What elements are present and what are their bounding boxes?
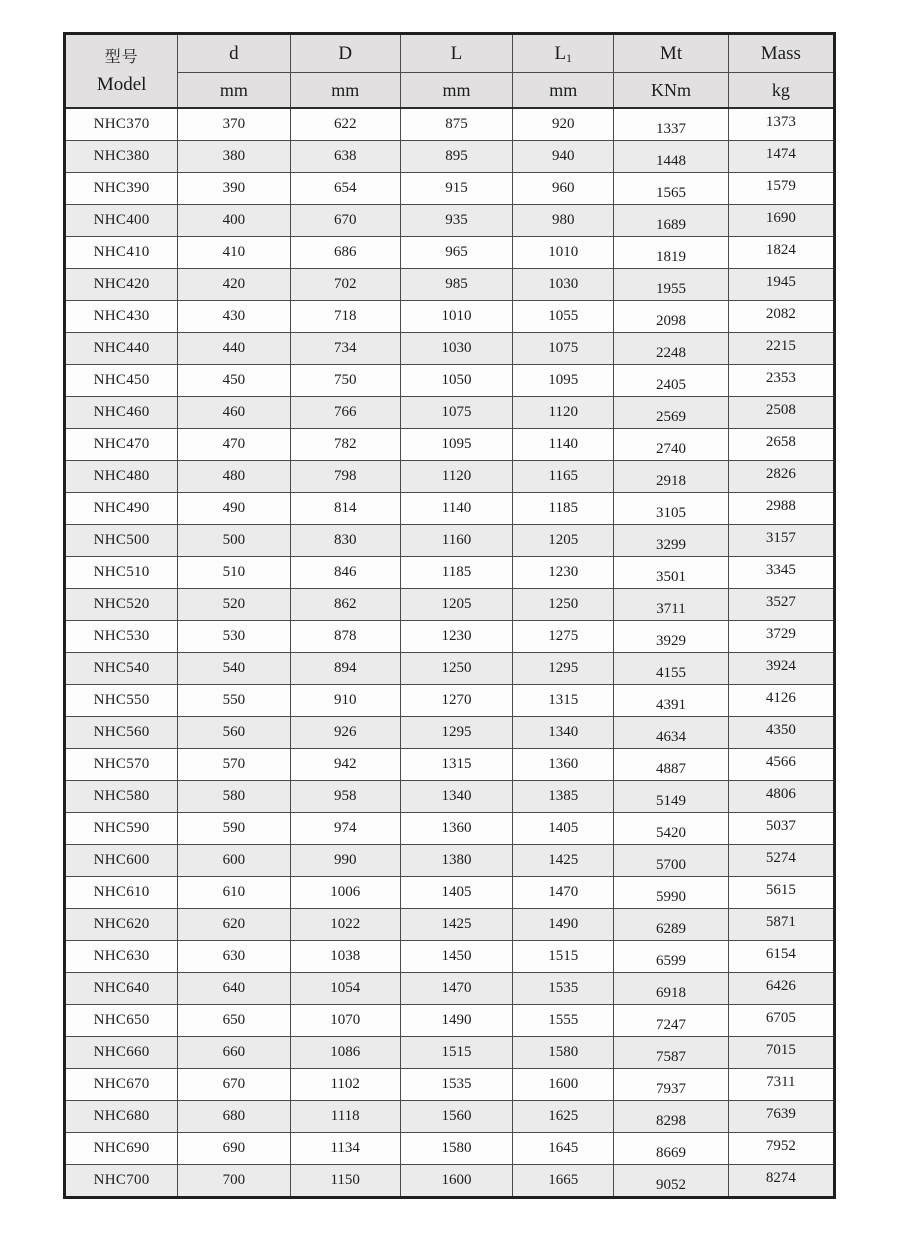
table-row — [65, 877, 835, 909]
cell-L1: 1165 — [513, 461, 614, 493]
cell-d: 660 — [178, 1037, 290, 1069]
cell-model: NHC490 — [65, 493, 178, 525]
cell-model: NHC480 — [65, 461, 178, 493]
cell-L: 1450 — [400, 941, 512, 973]
cell-Mass: 3924 — [728, 653, 834, 685]
cell-Mt: 6599 — [614, 941, 728, 973]
cell-L1: 940 — [513, 141, 614, 173]
cell-Mass: 1824 — [728, 237, 834, 269]
table-row — [65, 237, 835, 269]
cell-L: 1185 — [400, 557, 512, 589]
cell-L1: 1120 — [513, 397, 614, 429]
table-row — [65, 525, 835, 557]
cell-L1: 1555 — [513, 1005, 614, 1037]
cell-Mt: 7587 — [614, 1037, 728, 1069]
cell-D: 1118 — [290, 1101, 400, 1133]
table-row — [65, 1133, 835, 1165]
cell-L1: 1425 — [513, 845, 614, 877]
cell-Mt: 6289 — [614, 909, 728, 941]
cell-D: 1150 — [290, 1165, 400, 1198]
cell-L1: 1315 — [513, 685, 614, 717]
cell-model: NHC630 — [65, 941, 178, 973]
table-row — [65, 1037, 835, 1069]
cell-Mass: 2988 — [728, 493, 834, 525]
nhc-coupling-spec-table — [63, 32, 836, 1199]
table-row — [65, 749, 835, 781]
table-row — [65, 1069, 835, 1101]
table-row — [65, 205, 835, 237]
cell-Mt: 5149 — [614, 781, 728, 813]
table-row — [65, 813, 835, 845]
cell-D: 926 — [290, 717, 400, 749]
cell-d: 640 — [178, 973, 290, 1005]
header-units-row — [65, 73, 835, 109]
cell-L1: 920 — [513, 108, 614, 141]
cell-Mass: 3157 — [728, 525, 834, 557]
cell-Mass: 3345 — [728, 557, 834, 589]
cell-L: 1535 — [400, 1069, 512, 1101]
cell-d: 690 — [178, 1133, 290, 1165]
table-row — [65, 781, 835, 813]
cell-L: 1340 — [400, 781, 512, 813]
table-row — [65, 621, 835, 653]
cell-L1: 1140 — [513, 429, 614, 461]
cell-Mass: 5037 — [728, 813, 834, 845]
cell-model: NHC570 — [65, 749, 178, 781]
cell-d: 390 — [178, 173, 290, 205]
table-row — [65, 589, 835, 621]
cell-Mt: 3105 — [614, 493, 728, 525]
cell-L: 1270 — [400, 685, 512, 717]
cell-D: 798 — [290, 461, 400, 493]
cell-model: NHC460 — [65, 397, 178, 429]
cell-L: 935 — [400, 205, 512, 237]
cell-L1: 1340 — [513, 717, 614, 749]
cell-L1: 1665 — [513, 1165, 614, 1198]
cell-L1: 1275 — [513, 621, 614, 653]
cell-L1: 1030 — [513, 269, 614, 301]
cell-D: 990 — [290, 845, 400, 877]
cell-d: 580 — [178, 781, 290, 813]
unit-Mass: kg — [728, 73, 834, 109]
cell-L1: 1095 — [513, 365, 614, 397]
cell-L: 1380 — [400, 845, 512, 877]
cell-L1: 1490 — [513, 909, 614, 941]
cell-L1: 1055 — [513, 301, 614, 333]
cell-D: 1070 — [290, 1005, 400, 1037]
cell-L1: 1470 — [513, 877, 614, 909]
cell-d: 450 — [178, 365, 290, 397]
cell-Mt: 1565 — [614, 173, 728, 205]
cell-L: 915 — [400, 173, 512, 205]
cell-L1: 1515 — [513, 941, 614, 973]
header-col-L: L — [400, 34, 512, 73]
cell-d: 470 — [178, 429, 290, 461]
cell-D: 878 — [290, 621, 400, 653]
cell-L1: 1645 — [513, 1133, 614, 1165]
cell-L: 1075 — [400, 397, 512, 429]
cell-model: NHC450 — [65, 365, 178, 397]
table-row — [65, 141, 835, 173]
cell-L1: 980 — [513, 205, 614, 237]
cell-L1: 1010 — [513, 237, 614, 269]
cell-model: NHC690 — [65, 1133, 178, 1165]
cell-D: 974 — [290, 813, 400, 845]
table-row — [65, 653, 835, 685]
cell-d: 620 — [178, 909, 290, 941]
cell-d: 670 — [178, 1069, 290, 1101]
cell-D: 894 — [290, 653, 400, 685]
cell-d: 590 — [178, 813, 290, 845]
cell-L: 1050 — [400, 365, 512, 397]
cell-L: 1560 — [400, 1101, 512, 1133]
cell-Mt: 2740 — [614, 429, 728, 461]
cell-Mass: 4566 — [728, 749, 834, 781]
table-row — [65, 909, 835, 941]
cell-model: NHC610 — [65, 877, 178, 909]
cell-Mass: 8274 — [728, 1165, 834, 1198]
cell-Mt: 3299 — [614, 525, 728, 557]
cell-Mass: 3729 — [728, 621, 834, 653]
cell-Mt: 2405 — [614, 365, 728, 397]
cell-D: 1134 — [290, 1133, 400, 1165]
table-row — [65, 685, 835, 717]
cell-Mt: 4391 — [614, 685, 728, 717]
table-row — [65, 429, 835, 461]
cell-Mt: 1448 — [614, 141, 728, 173]
cell-d: 440 — [178, 333, 290, 365]
cell-d: 610 — [178, 877, 290, 909]
cell-L: 1600 — [400, 1165, 512, 1198]
cell-L1: 1230 — [513, 557, 614, 589]
cell-d: 630 — [178, 941, 290, 973]
cell-d: 480 — [178, 461, 290, 493]
cell-Mass: 6426 — [728, 973, 834, 1005]
cell-Mass: 1690 — [728, 205, 834, 237]
cell-d: 410 — [178, 237, 290, 269]
table-row — [65, 941, 835, 973]
cell-L: 1205 — [400, 589, 512, 621]
cell-d: 700 — [178, 1165, 290, 1198]
cell-Mass: 6705 — [728, 1005, 834, 1037]
cell-Mt: 5700 — [614, 845, 728, 877]
cell-L1: 960 — [513, 173, 614, 205]
cell-L: 1315 — [400, 749, 512, 781]
header-col-Mt: Mt — [614, 34, 728, 73]
table-row — [65, 557, 835, 589]
cell-L: 1580 — [400, 1133, 512, 1165]
cell-d: 490 — [178, 493, 290, 525]
cell-L: 1010 — [400, 301, 512, 333]
table-row — [65, 717, 835, 749]
cell-d: 560 — [178, 717, 290, 749]
cell-Mt: 4155 — [614, 653, 728, 685]
cell-Mt: 5420 — [614, 813, 728, 845]
cell-L: 1405 — [400, 877, 512, 909]
cell-Mt: 2569 — [614, 397, 728, 429]
cell-Mass: 7311 — [728, 1069, 834, 1101]
cell-model: NHC370 — [65, 108, 178, 141]
cell-Mt: 1689 — [614, 205, 728, 237]
cell-model: NHC640 — [65, 973, 178, 1005]
cell-D: 782 — [290, 429, 400, 461]
cell-L1: 1580 — [513, 1037, 614, 1069]
header-dimension-row — [65, 34, 835, 73]
cell-Mt: 3501 — [614, 557, 728, 589]
cell-Mass: 2353 — [728, 365, 834, 397]
cell-L: 895 — [400, 141, 512, 173]
cell-Mt: 4634 — [614, 717, 728, 749]
table-row — [65, 108, 835, 141]
cell-d: 570 — [178, 749, 290, 781]
cell-Mt: 8298 — [614, 1101, 728, 1133]
cell-Mt: 2918 — [614, 461, 728, 493]
cell-model: NHC390 — [65, 173, 178, 205]
cell-Mass: 1373 — [728, 108, 834, 141]
cell-L: 965 — [400, 237, 512, 269]
table-row — [65, 333, 835, 365]
cell-model: NHC590 — [65, 813, 178, 845]
cell-D: 846 — [290, 557, 400, 589]
table-row — [65, 1005, 835, 1037]
cell-Mass: 2658 — [728, 429, 834, 461]
cell-model: NHC580 — [65, 781, 178, 813]
cell-Mass: 4350 — [728, 717, 834, 749]
cell-model: NHC510 — [65, 557, 178, 589]
cell-D: 622 — [290, 108, 400, 141]
cell-L1: 1205 — [513, 525, 614, 557]
cell-model: NHC520 — [65, 589, 178, 621]
cell-Mt: 2098 — [614, 301, 728, 333]
table-row — [65, 173, 835, 205]
cell-Mass: 6154 — [728, 941, 834, 973]
cell-L1: 1600 — [513, 1069, 614, 1101]
unit-d: mm — [178, 73, 290, 109]
cell-Mass: 4126 — [728, 685, 834, 717]
cell-d: 510 — [178, 557, 290, 589]
cell-d: 650 — [178, 1005, 290, 1037]
cell-D: 942 — [290, 749, 400, 781]
table-row — [65, 1101, 835, 1133]
cell-L1: 1535 — [513, 973, 614, 1005]
cell-Mass: 7639 — [728, 1101, 834, 1133]
cell-D: 702 — [290, 269, 400, 301]
cell-D: 1086 — [290, 1037, 400, 1069]
cell-d: 520 — [178, 589, 290, 621]
cell-D: 814 — [290, 493, 400, 525]
cell-d: 400 — [178, 205, 290, 237]
cell-L: 875 — [400, 108, 512, 141]
cell-Mass: 1945 — [728, 269, 834, 301]
header-col-L1: $L_1$ — [513, 34, 614, 73]
cell-L: 985 — [400, 269, 512, 301]
header-col-Mass: Mass — [728, 34, 834, 73]
cell-D: 1102 — [290, 1069, 400, 1101]
cell-model: NHC650 — [65, 1005, 178, 1037]
cell-model: NHC560 — [65, 717, 178, 749]
cell-d: 530 — [178, 621, 290, 653]
cell-L1: 1360 — [513, 749, 614, 781]
table-row — [65, 493, 835, 525]
cell-Mass: 4806 — [728, 781, 834, 813]
cell-Mt: 7937 — [614, 1069, 728, 1101]
cell-L: 1160 — [400, 525, 512, 557]
cell-Mass: 5274 — [728, 845, 834, 877]
cell-Mt: 4887 — [614, 749, 728, 781]
table-row — [65, 1165, 835, 1198]
cell-D: 734 — [290, 333, 400, 365]
cell-model: NHC380 — [65, 141, 178, 173]
cell-model: NHC530 — [65, 621, 178, 653]
cell-L: 1120 — [400, 461, 512, 493]
cell-model: NHC470 — [65, 429, 178, 461]
cell-d: 500 — [178, 525, 290, 557]
table-row — [65, 301, 835, 333]
cell-L1: 1405 — [513, 813, 614, 845]
header-model-en: Model — [96, 74, 147, 95]
cell-Mt: 1955 — [614, 269, 728, 301]
cell-model: NHC680 — [65, 1101, 178, 1133]
cell-Mass: 2826 — [728, 461, 834, 493]
cell-model: NHC410 — [65, 237, 178, 269]
cell-Mt: 2248 — [614, 333, 728, 365]
cell-L1: 1295 — [513, 653, 614, 685]
cell-d: 600 — [178, 845, 290, 877]
table-row — [65, 365, 835, 397]
cell-model: NHC500 — [65, 525, 178, 557]
cell-model: NHC420 — [65, 269, 178, 301]
cell-model: NHC670 — [65, 1069, 178, 1101]
cell-L: 1425 — [400, 909, 512, 941]
cell-D: 910 — [290, 685, 400, 717]
cell-D: 1054 — [290, 973, 400, 1005]
cell-L: 1250 — [400, 653, 512, 685]
header-col-D: D — [290, 34, 400, 73]
cell-d: 550 — [178, 685, 290, 717]
cell-Mt: 5990 — [614, 877, 728, 909]
cell-model: NHC700 — [65, 1165, 178, 1198]
header-col-d: d — [178, 34, 290, 73]
header-model-cn: 型号 — [104, 49, 139, 67]
cell-Mt: 3929 — [614, 621, 728, 653]
cell-Mt: 6918 — [614, 973, 728, 1005]
cell-D: 862 — [290, 589, 400, 621]
cell-L1: 1385 — [513, 781, 614, 813]
cell-D: 686 — [290, 237, 400, 269]
cell-D: 670 — [290, 205, 400, 237]
spec-table-container — [63, 32, 836, 1199]
cell-Mt: 1819 — [614, 237, 728, 269]
cell-L: 1095 — [400, 429, 512, 461]
cell-Mt: 9052 — [614, 1165, 728, 1198]
cell-d: 540 — [178, 653, 290, 685]
cell-L: 1490 — [400, 1005, 512, 1037]
cell-Mass: 5615 — [728, 877, 834, 909]
unit-Mt: KNm — [614, 73, 728, 109]
cell-Mass: 2508 — [728, 397, 834, 429]
cell-model: NHC550 — [65, 685, 178, 717]
cell-D: 1022 — [290, 909, 400, 941]
cell-Mass: 1579 — [728, 173, 834, 205]
unit-D: mm — [290, 73, 400, 109]
cell-d: 680 — [178, 1101, 290, 1133]
cell-L1: 1250 — [513, 589, 614, 621]
unit-L: mm — [400, 73, 512, 109]
cell-model: NHC660 — [65, 1037, 178, 1069]
table-row — [65, 461, 835, 493]
cell-D: 830 — [290, 525, 400, 557]
cell-model: NHC430 — [65, 301, 178, 333]
cell-L: 1140 — [400, 493, 512, 525]
cell-Mass: 2082 — [728, 301, 834, 333]
cell-D: 750 — [290, 365, 400, 397]
cell-L: 1030 — [400, 333, 512, 365]
table-row — [65, 397, 835, 429]
cell-D: 958 — [290, 781, 400, 813]
table-header — [65, 34, 835, 109]
cell-Mt: 7247 — [614, 1005, 728, 1037]
cell-model: NHC620 — [65, 909, 178, 941]
cell-Mass: 1474 — [728, 141, 834, 173]
cell-L: 1295 — [400, 717, 512, 749]
table-row — [65, 973, 835, 1005]
header-model — [65, 34, 178, 109]
cell-D: 718 — [290, 301, 400, 333]
cell-D: 654 — [290, 173, 400, 205]
cell-model: NHC400 — [65, 205, 178, 237]
cell-d: 420 — [178, 269, 290, 301]
cell-Mass: 7015 — [728, 1037, 834, 1069]
cell-D: 1006 — [290, 877, 400, 909]
table-body — [65, 108, 835, 1198]
cell-d: 370 — [178, 108, 290, 141]
unit-L1: mm — [513, 73, 614, 109]
cell-L1: 1625 — [513, 1101, 614, 1133]
cell-d: 430 — [178, 301, 290, 333]
cell-Mass: 5871 — [728, 909, 834, 941]
cell-L: 1360 — [400, 813, 512, 845]
cell-d: 460 — [178, 397, 290, 429]
cell-L1: 1075 — [513, 333, 614, 365]
cell-L: 1470 — [400, 973, 512, 1005]
cell-model: NHC540 — [65, 653, 178, 685]
cell-Mt: 3711 — [614, 589, 728, 621]
cell-Mt: 8669 — [614, 1133, 728, 1165]
cell-Mt: 1337 — [614, 108, 728, 141]
cell-d: 380 — [178, 141, 290, 173]
cell-model: NHC440 — [65, 333, 178, 365]
cell-D: 1038 — [290, 941, 400, 973]
table-row — [65, 269, 835, 301]
cell-L1: 1185 — [513, 493, 614, 525]
cell-Mass: 7952 — [728, 1133, 834, 1165]
cell-D: 638 — [290, 141, 400, 173]
cell-Mass: 3527 — [728, 589, 834, 621]
cell-Mass: 2215 — [728, 333, 834, 365]
table-row — [65, 845, 835, 877]
cell-L: 1230 — [400, 621, 512, 653]
cell-L: 1515 — [400, 1037, 512, 1069]
cell-model: NHC600 — [65, 845, 178, 877]
cell-D: 766 — [290, 397, 400, 429]
